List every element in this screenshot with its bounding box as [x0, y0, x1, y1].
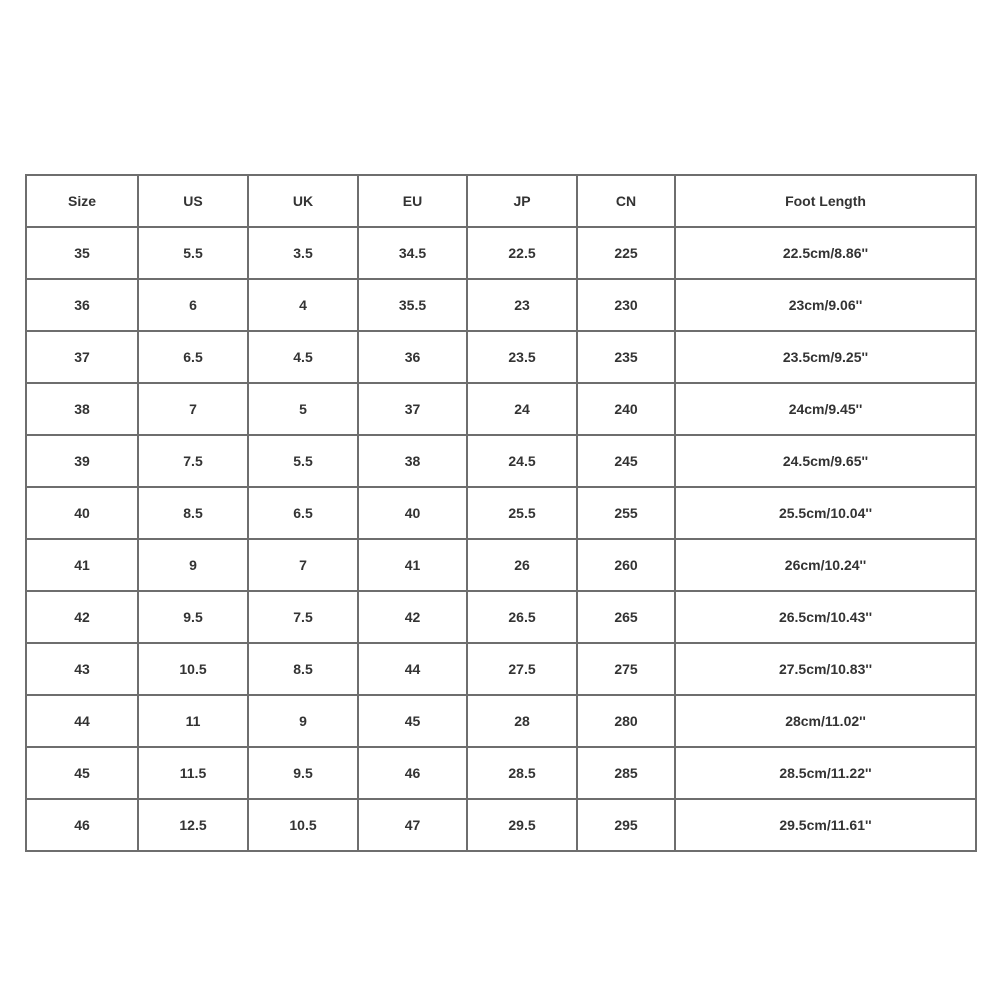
uk-cell: 9.5 [248, 747, 358, 799]
cn-cell: 265 [577, 591, 675, 643]
eu-cell: 36 [358, 331, 467, 383]
cn-cell: 260 [577, 539, 675, 591]
foot-length-cell: 24.5cm/9.65'' [675, 435, 976, 487]
us-cell: 6 [138, 279, 248, 331]
size-cell: 45 [26, 747, 138, 799]
foot-length-cell: 29.5cm/11.61'' [675, 799, 976, 851]
eu-cell: 45 [358, 695, 467, 747]
eu-cell: 38 [358, 435, 467, 487]
eu-cell: 35.5 [358, 279, 467, 331]
foot-length-cell: 28.5cm/11.22'' [675, 747, 976, 799]
uk-cell: 3.5 [248, 227, 358, 279]
uk-cell: 5.5 [248, 435, 358, 487]
table-row [26, 331, 976, 383]
jp-cell: 23 [467, 279, 577, 331]
cn-cell: 230 [577, 279, 675, 331]
size-cell: 41 [26, 539, 138, 591]
eu-cell: 42 [358, 591, 467, 643]
jp-cell: 29.5 [467, 799, 577, 851]
header-uk: UK [248, 175, 358, 227]
table-row [26, 383, 976, 435]
eu-cell: 47 [358, 799, 467, 851]
uk-cell: 6.5 [248, 487, 358, 539]
size-cell: 40 [26, 487, 138, 539]
size-cell: 43 [26, 643, 138, 695]
foot-length-cell: 25.5cm/10.04'' [675, 487, 976, 539]
us-cell: 6.5 [138, 331, 248, 383]
us-cell: 12.5 [138, 799, 248, 851]
us-cell: 9.5 [138, 591, 248, 643]
jp-cell: 27.5 [467, 643, 577, 695]
jp-cell: 22.5 [467, 227, 577, 279]
us-cell: 7 [138, 383, 248, 435]
foot-length-cell: 23.5cm/9.25'' [675, 331, 976, 383]
size-cell: 39 [26, 435, 138, 487]
cn-cell: 295 [577, 799, 675, 851]
foot-length-cell: 27.5cm/10.83'' [675, 643, 976, 695]
jp-cell: 26 [467, 539, 577, 591]
cn-cell: 245 [577, 435, 675, 487]
table-row [26, 799, 976, 851]
eu-cell: 34.5 [358, 227, 467, 279]
eu-cell: 40 [358, 487, 467, 539]
table-row [26, 591, 976, 643]
foot-length-cell: 26cm/10.24'' [675, 539, 976, 591]
us-cell: 11 [138, 695, 248, 747]
uk-cell: 7 [248, 539, 358, 591]
us-cell: 5.5 [138, 227, 248, 279]
jp-cell: 28 [467, 695, 577, 747]
size-cell: 38 [26, 383, 138, 435]
size-cell: 35 [26, 227, 138, 279]
jp-cell: 25.5 [467, 487, 577, 539]
size-cell: 37 [26, 331, 138, 383]
table-row [26, 539, 976, 591]
jp-cell: 24.5 [467, 435, 577, 487]
foot-length-cell: 22.5cm/8.86'' [675, 227, 976, 279]
cn-cell: 255 [577, 487, 675, 539]
us-cell: 8.5 [138, 487, 248, 539]
foot-length-cell: 26.5cm/10.43'' [675, 591, 976, 643]
table-row [26, 487, 976, 539]
size-cell: 42 [26, 591, 138, 643]
table-row [26, 747, 976, 799]
uk-cell: 7.5 [248, 591, 358, 643]
uk-cell: 4.5 [248, 331, 358, 383]
table-row [26, 695, 976, 747]
table-row [26, 643, 976, 695]
uk-cell: 9 [248, 695, 358, 747]
header-foot-length: Foot Length [675, 175, 976, 227]
cn-cell: 285 [577, 747, 675, 799]
foot-length-cell: 23cm/9.06'' [675, 279, 976, 331]
uk-cell: 10.5 [248, 799, 358, 851]
table-header-row [26, 175, 976, 227]
uk-cell: 4 [248, 279, 358, 331]
cn-cell: 240 [577, 383, 675, 435]
size-chart-table [25, 174, 977, 852]
jp-cell: 24 [467, 383, 577, 435]
header-cn: CN [577, 175, 675, 227]
eu-cell: 37 [358, 383, 467, 435]
foot-length-cell: 24cm/9.45'' [675, 383, 976, 435]
table-row [26, 227, 976, 279]
eu-cell: 46 [358, 747, 467, 799]
cn-cell: 235 [577, 331, 675, 383]
size-cell: 36 [26, 279, 138, 331]
us-cell: 11.5 [138, 747, 248, 799]
eu-cell: 44 [358, 643, 467, 695]
header-us: US [138, 175, 248, 227]
eu-cell: 41 [358, 539, 467, 591]
cn-cell: 225 [577, 227, 675, 279]
uk-cell: 8.5 [248, 643, 358, 695]
table-row [26, 279, 976, 331]
us-cell: 9 [138, 539, 248, 591]
size-cell: 44 [26, 695, 138, 747]
jp-cell: 26.5 [467, 591, 577, 643]
table-row [26, 435, 976, 487]
cn-cell: 280 [577, 695, 675, 747]
size-cell: 46 [26, 799, 138, 851]
header-eu: EU [358, 175, 467, 227]
jp-cell: 28.5 [467, 747, 577, 799]
header-jp: JP [467, 175, 577, 227]
header-size: Size [26, 175, 138, 227]
foot-length-cell: 28cm/11.02'' [675, 695, 976, 747]
cn-cell: 275 [577, 643, 675, 695]
uk-cell: 5 [248, 383, 358, 435]
us-cell: 7.5 [138, 435, 248, 487]
us-cell: 10.5 [138, 643, 248, 695]
jp-cell: 23.5 [467, 331, 577, 383]
